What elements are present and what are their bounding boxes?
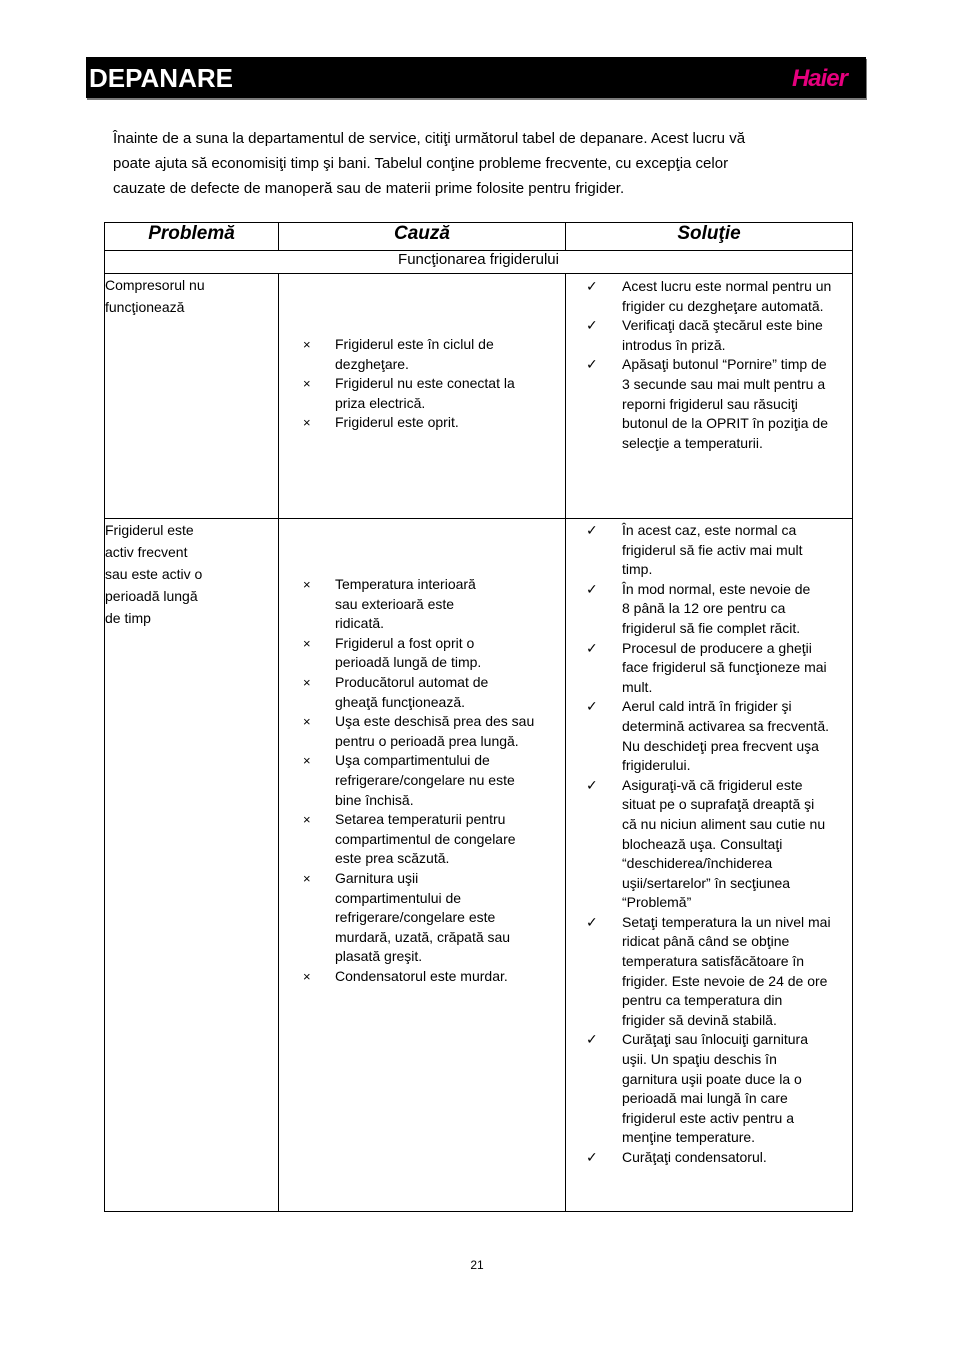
solution-item [566,776,852,913]
check-icon: ✓ [586,698,598,715]
section-title: Funcţionarea frigiderului [105,251,853,274]
intro-line: Înainte de a suna la departamentul de service, citiţi următorul tabel de depanare. Acest lucru vă [113,130,746,147]
intro-line: poate ajuta să economisiţi timp şi bani. Tabelul conţine probleme frecvente, cu excepţia celor [113,155,729,172]
cause-item [279,413,565,433]
check-icon: ✓ [586,356,598,373]
solution-item-line: timp. [622,561,653,578]
cause-item-line: compartimentului de [335,889,462,906]
cause-item [279,967,565,987]
problem-line: perioadă lungă [105,588,198,604]
solution-item-line: Nu deschideţi prea frecvent uşa [622,737,819,754]
cause-item-line: Producătorul automat de [335,673,489,690]
check-icon: ✓ [586,278,598,294]
cause-item [279,575,565,634]
solution-cell [566,519,853,1212]
troubleshooting-table [104,222,853,1212]
solution-item-line: frigiderul este activ pentru a [622,1109,794,1126]
solution-item-line: Verificaţi dacă ştecărul este bine [622,317,823,334]
solution-item-line: frigider cu dezgheţare automată. [622,297,824,314]
solution-item-line: frigider să devină stabilă. [622,1011,777,1028]
solution-item-line: menţine temperature. [622,1129,756,1146]
solution-item [566,639,852,698]
cause-item-line: bine închisă. [335,791,414,808]
problem-cell [105,274,279,519]
cause-item-line: priza electrică. [335,394,426,411]
header-cause: Cauză [279,223,566,251]
cause-item-line: pentru o perioadă prea lungă. [335,732,519,749]
solution-item-line: face frigiderul să funcţioneze mai [622,659,827,676]
solution-item-line: Apăsaţi butonul “Pornire” timp de [622,356,827,373]
solution-item-line: Acest lucru este normal pentru un [622,278,832,294]
cause-item [279,751,565,810]
cause-item-line: Condensatorul este murdar. [335,967,508,984]
solution-item-line: În acest caz, este normal ca [622,522,797,538]
solution-item-line: Setaţi temperatura la un nivel mai [622,913,831,930]
solution-item [566,355,852,453]
solution-item [566,277,852,316]
cause-item-line: Frigiderul este în ciclul de [335,336,494,352]
solution-item-line: garnitura uşii poate duce la o [622,1070,802,1087]
solution-item-line: Asiguraţi-vă că frigiderul este [622,776,803,793]
check-icon: ✓ [586,522,598,538]
cross-icon: × [303,674,311,690]
solution-item-line: blochează uşa. Consultaţi [622,835,783,852]
solution-item-line: butonul de la OPRIT în poziţia de [622,415,828,432]
solution-item-line: Procesul de producere a gheţii [622,639,812,656]
solution-item-line: situat pe o suprafaţă dreaptă şi [622,796,815,813]
problem-line: Frigiderul este [105,522,194,538]
solution-item [566,913,852,1031]
page-number: 21 [470,1258,484,1272]
cause-item-line: gheaţă funcţionează. [335,693,465,710]
solution-item-line: Curăţaţi sau înlocuiţi garnitura [622,1031,808,1048]
cause-item-line: Setarea temperaturii pentru [335,811,506,828]
cross-icon: × [303,968,311,984]
solution-item-line: temperatura satisfăcătoare în [622,953,805,970]
header-bar [86,57,866,98]
cause-item [279,712,565,751]
cause-item-line: refrigerare/congelare nu este [335,771,515,788]
problem-cell [105,519,279,1212]
cause-item-line: Frigiderul este oprit. [335,414,459,431]
solution-item-line: frigiderului. [622,757,691,774]
cross-icon: × [303,753,311,769]
solution-item-line: frigider. Este nevoie de 24 de ore [622,972,828,989]
problem-line: activ frecvent [105,544,188,560]
solution-item-line: introdus în priză. [622,336,726,353]
solution-item-line: Curăţaţi condensatorul. [622,1149,767,1165]
cross-icon: × [303,635,311,651]
table-row [105,519,853,1212]
cause-item-line: Frigiderul a fost oprit o [335,634,475,651]
cause-item [279,374,565,413]
solution-item-line: frigiderul să fie activ mai mult [622,541,803,558]
cross-icon: × [303,415,311,431]
check-icon: ✓ [586,913,598,930]
section-row [105,251,853,274]
check-icon: ✓ [586,1149,598,1165]
check-icon: ✓ [586,1031,598,1048]
solution-item-line: “deschiderea/închiderea [622,855,773,872]
solution-item [566,316,852,355]
solution-item-line: pentru ca temperatura din [622,992,783,1009]
cross-icon: × [303,337,311,352]
solution-item-line: selecţie a temperaturii. [622,434,763,451]
problem-line: funcţionează [105,299,185,315]
problem-line: Compresorul nu [105,277,205,293]
solution-item-line: “Problemă” [622,894,692,911]
solution-item-line: că nu niciun aliment sau cutie nu [622,815,826,832]
solution-item-line: frigiderul să fie complet răcit. [622,619,801,636]
cause-cell [279,274,566,519]
solution-item [566,580,852,639]
cause-item-line: este prea scăzută. [335,850,450,867]
solution-item-line: uşii. Un spaţiu deschis în [622,1051,777,1068]
solution-item-line: perioadă mai lungă în care [622,1090,788,1107]
cause-item-line: compartimentul de congelare [335,830,516,847]
cause-item-line: ridicată. [335,615,385,632]
problem-line: de timp [105,610,151,626]
check-icon: ✓ [586,639,598,656]
solution-item [566,1030,852,1148]
cause-item [279,634,565,673]
table-row [105,274,853,519]
cross-icon: × [303,376,311,392]
cause-item-line: sau exterioară este [335,595,455,612]
solution-cell [566,274,853,519]
cause-item-line: Temperatura interioară [335,576,476,592]
solution-item-line: determină activarea sa frecventă. [622,717,829,734]
cause-item-line: Frigiderul nu este conectat la [335,375,515,392]
cross-icon: × [303,812,311,828]
cause-item [279,673,565,712]
header-problem: Problemă [105,223,279,251]
solution-item-line: ridicat până când se obţine [622,933,790,950]
cross-icon: × [303,870,311,886]
check-icon: ✓ [586,580,598,597]
cause-item-line: dezgheţare. [335,355,409,372]
cross-icon: × [303,577,311,592]
solution-item [566,1148,852,1168]
solution-item-line: Aerul cald intră în frigider şi [622,698,792,715]
intro-paragraph [113,126,825,201]
solution-item-line: mult. [622,678,653,695]
cause-item-line: Uşa compartimentului de [335,752,490,769]
cause-item-line: plasată greşit. [335,948,423,965]
cause-item-line: perioadă lungă de timp. [335,654,482,671]
cause-cell [279,519,566,1212]
table-header-row [105,223,853,251]
haier-logo: Haier [791,65,847,92]
solution-item-line: 3 secunde sau mai mult pentru a [622,375,826,392]
solution-item [566,521,852,580]
check-icon: ✓ [586,317,598,334]
solution-item-line: În mod normal, este nevoie de [622,580,811,597]
solution-item-line: uşii/sertarelor” în secţiunea [622,874,791,891]
cause-item-line: murdară, uzată, crăpată sau [335,928,511,945]
cause-item [279,810,565,869]
check-icon: ✓ [586,776,598,793]
cause-item [279,335,565,374]
page-title: DEPANARE [89,63,233,93]
intro-line: cauzate de defecte de manoperă sau de materii prime folosite pentru frigider. [113,180,625,197]
cause-item [279,869,565,967]
solution-item-line: reporni frigiderul sau răsuciţi [622,395,798,412]
header-solution: Soluţie [566,223,853,251]
solution-item-line: 8 până la 12 ore pentru ca [622,600,786,617]
solution-item [566,697,852,775]
problem-line: sau este activ o [105,566,203,582]
cross-icon: × [303,714,311,730]
cause-item-line: Garnitura uşii [335,869,419,886]
cause-item-line: Uşa este deschisă prea des sau [335,713,535,730]
cause-item-line: refrigerare/congelare este [335,909,496,926]
